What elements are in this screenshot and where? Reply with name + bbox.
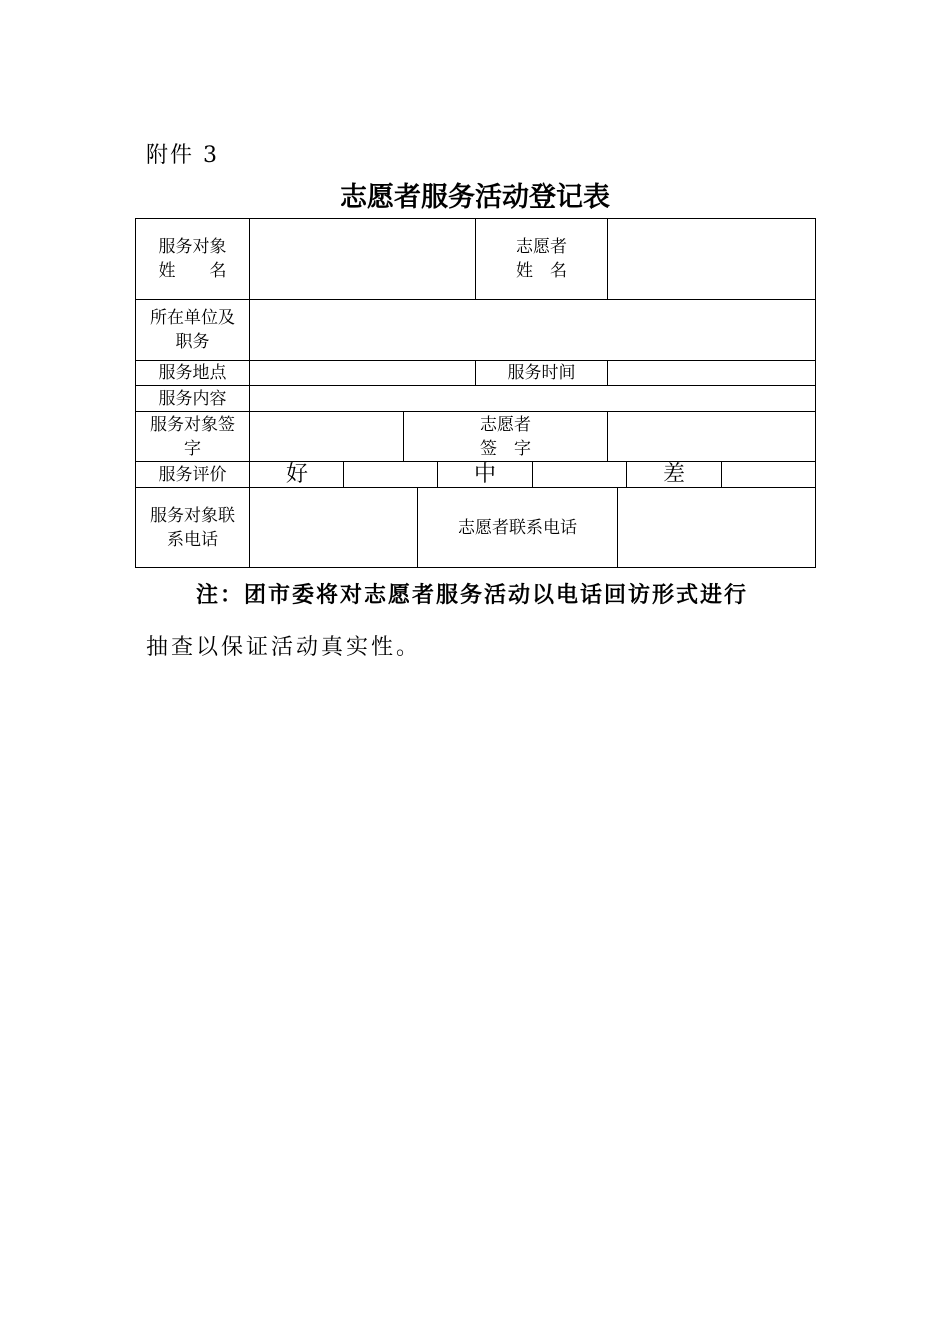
rating-good: 好 (286, 461, 309, 487)
label-volunteer-name: 志愿者 姓 名 (516, 237, 567, 281)
column-divider (249, 219, 250, 568)
rating-poor: 差 (663, 461, 686, 487)
label-service-content: 服务内容 (158, 388, 227, 409)
rating-medium: 中 (474, 461, 497, 487)
label-service-location: 服务地点 (158, 363, 227, 383)
column-divider (532, 461, 533, 487)
column-divider (607, 219, 608, 299)
label-service-evaluation: 服务评价 (158, 464, 227, 485)
label-target-signature: 服务对象签 字 (150, 414, 235, 459)
attachment-label: 附件 3 (146, 143, 219, 168)
note-line-2: 抽查以保证活动真实性。 (146, 635, 422, 660)
form-title: 志愿者服务活动登记表 (340, 182, 610, 213)
column-divider (607, 411, 608, 461)
column-divider (607, 360, 608, 385)
label-volunteer-signature: 志愿者 签 字 (480, 414, 531, 459)
label-target-phone: 服务对象联 系电话 (150, 506, 235, 550)
column-divider (617, 487, 618, 568)
column-divider (721, 461, 722, 487)
label-unit-position: 所在单位及 职务 (150, 308, 235, 352)
label-volunteer-phone: 志愿者联系电话 (458, 518, 577, 538)
note-line-1: 注：团市委将对志愿者服务活动以电话回访形式进行 (196, 583, 749, 608)
column-divider (343, 461, 344, 487)
label-service-target-name: 服务对象 姓 名 (158, 237, 227, 281)
registration-table (135, 218, 816, 568)
label-service-time: 服务时间 (507, 363, 576, 383)
